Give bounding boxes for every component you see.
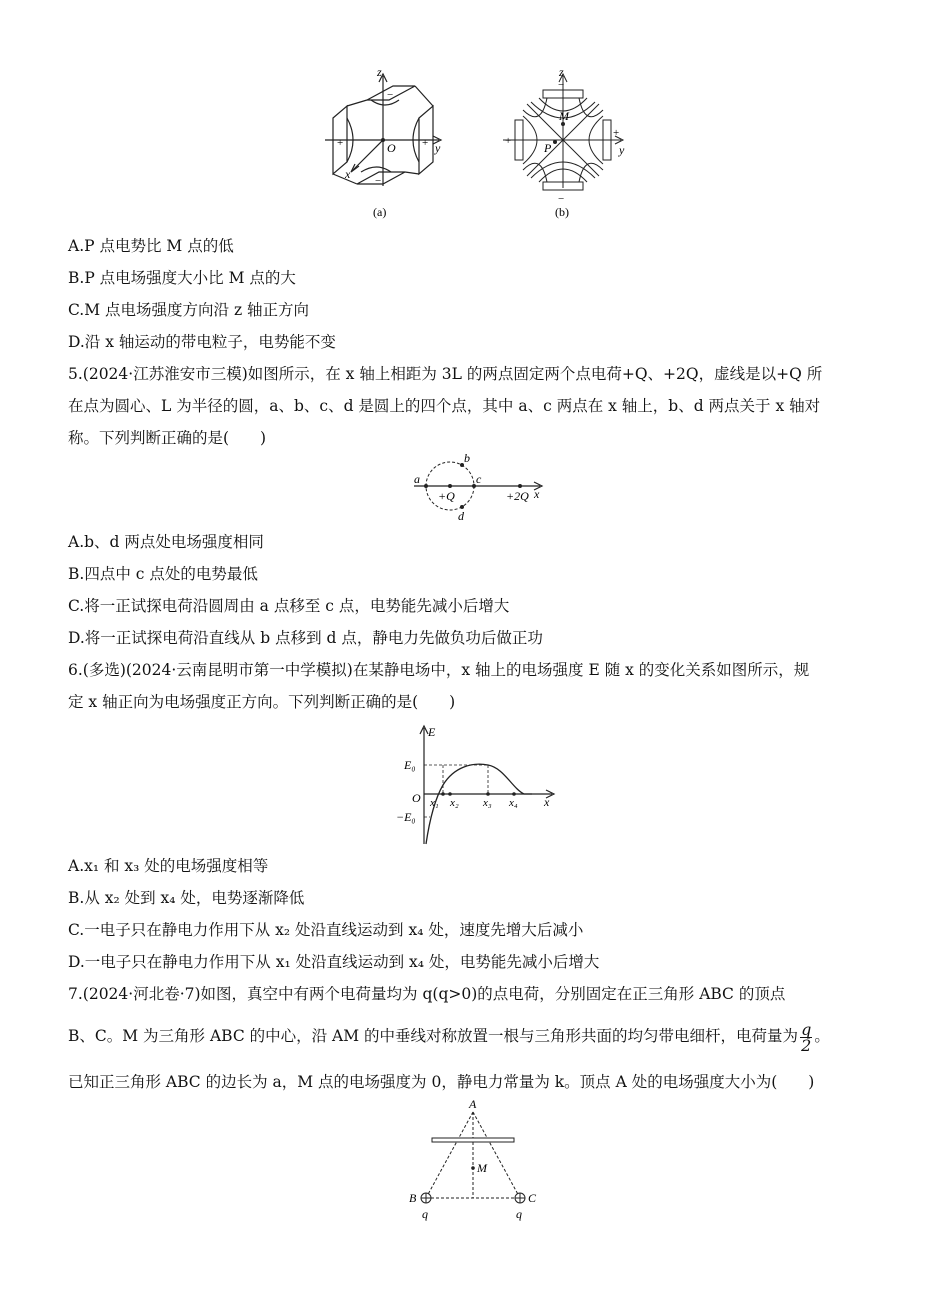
q5-charge-2q xyxy=(518,484,522,488)
q7-label-a: A xyxy=(469,1098,477,1111)
q7-fraction-denominator: 2 xyxy=(801,1035,812,1055)
q7-stem-line-1: 7.(2024·河北卷·7)如图，真空中有两个电荷量均为 q(q>0)的点电荷，分别固定在正三角形 ABC 的顶点 xyxy=(68,985,786,1003)
q6-point-x4 xyxy=(512,792,516,796)
q7-charge-fraction xyxy=(800,1019,812,1055)
q7-charged-rod xyxy=(432,1138,514,1142)
q5-label-2q: +2Q xyxy=(506,489,529,503)
q6-figure xyxy=(392,722,562,846)
fig4-diagram xyxy=(315,66,645,226)
q5-label-b: b xyxy=(464,452,470,465)
q5-label-d: d xyxy=(458,509,464,523)
q7-fraction-numerator: q xyxy=(801,1019,812,1039)
q4-option-a: A.P 点电势比 M 点的低 xyxy=(68,237,234,255)
q6-label-e: E xyxy=(428,725,436,739)
q6-label-x2: x₂ xyxy=(450,797,459,809)
q7-stem-line-2-text: B、C。M 为三角形 ABC 的中心，沿 AM 的中垂线对称放置一根与三角形共面的均匀带电细杆，电荷量为 xyxy=(68,1027,799,1045)
fig4b-m-label: M xyxy=(559,109,569,123)
q6-label-x4: x₄ xyxy=(509,797,518,809)
q7-label-c: C xyxy=(528,1191,537,1205)
q7-stem-line-2 xyxy=(68,1018,830,1054)
q6-point-x1 xyxy=(441,792,445,796)
fig4b-p-label: P xyxy=(544,141,552,155)
fig4b-field-diagram xyxy=(503,74,623,190)
q6-point-x2 xyxy=(448,792,452,796)
fig4a-x-label: x xyxy=(345,167,351,181)
q5-option-c: C.将一正试探电荷沿圆周由 a 点移至 c 点，电势能先减小后增大 xyxy=(68,597,510,615)
q5-stem-line-2: 在点为圆心、L 为半径的圆，a、b、c、d 是圆上的四个点，其中 a、c 两点在 x 轴上，b、d 两点关于 x 轴对 xyxy=(68,397,821,415)
q5-option-b: B.四点中 c 点处的电势最低 xyxy=(68,565,258,583)
q7-side-ab xyxy=(426,1112,473,1198)
q5-option-d: D.将一正试探电荷沿直线从 b 点移到 d 点，静电力先做负功后做正功 xyxy=(68,629,543,647)
q5-option-a: A.b、d 两点处电场强度相同 xyxy=(68,533,264,551)
fig4b-plus-right: + xyxy=(613,127,620,139)
fig4b-y-label: y xyxy=(619,143,625,157)
fig4b-z-label: z xyxy=(559,66,564,79)
fig4a-electrode-diagram xyxy=(325,74,441,186)
q5-charge-q xyxy=(448,484,452,488)
q5-label-c: c xyxy=(476,472,482,486)
q7-label-qb: q xyxy=(422,1207,428,1221)
fig4b-minus-bottom: − xyxy=(558,193,565,205)
fig4a-caption: (a) xyxy=(373,205,387,219)
q4-option-c: C.M 点电场强度方向沿 z 轴正方向 xyxy=(68,301,310,319)
q6-option-a: A.x₁ 和 x₃ 处的电场强度相等 xyxy=(68,857,269,875)
q5-point-a xyxy=(424,484,428,488)
q7-label-qc: q xyxy=(516,1207,522,1221)
q6-label-x1: x₁ xyxy=(430,797,439,809)
fig4b-point-p xyxy=(553,140,557,144)
q5-label-q: +Q xyxy=(438,489,455,503)
q6-label-e0: E₀ xyxy=(404,758,416,772)
q5-label-a: a xyxy=(414,472,420,486)
q7-center-m xyxy=(471,1166,475,1170)
fig4b-minus-top: − xyxy=(558,79,565,91)
q6-point-x3 xyxy=(486,792,490,796)
q7-label-b: B xyxy=(409,1191,417,1205)
q6-option-c: C.一电子只在静电力作用下从 x₂ 处沿直线运动到 x₄ 处，速度先增大后减小 xyxy=(68,921,584,939)
fig4a-minus-bottom: − xyxy=(375,175,382,187)
q6-label-o: O xyxy=(412,791,421,805)
q4-option-b: B.P 点电场强度大小比 M 点的大 xyxy=(68,269,296,287)
q6-stem-line-2: 定 x 轴正向为电场强度正方向。下列判断正确的是( ) xyxy=(68,693,456,711)
fig4a-origin-dot xyxy=(381,138,385,142)
q7-stem-line-3: 已知正三角形 ABC 的边长为 a，M 点的电场强度为 0，静电力常量为 k。顶点 A 处的电场强度大小为( ) xyxy=(68,1073,815,1091)
fig4a-origin-label: O xyxy=(387,141,396,155)
q7-figure xyxy=(402,1098,552,1224)
q7-stem-line-2-end: 。 xyxy=(814,1027,830,1045)
q7-side-ac xyxy=(473,1112,520,1198)
q4-option-d: D.沿 x 轴运动的带电粒子，电势能不变 xyxy=(68,333,336,351)
q5-stem-line-1: 5.(2024·江苏淮安市三模)如图所示，在 x 轴上相距为 3L 的两点固定两个点电荷+Q、+2Q，虚线是以+Q 所 xyxy=(68,365,823,383)
fig4a-plus-right: + xyxy=(422,137,429,149)
q7-label-m: M xyxy=(477,1161,487,1175)
q6-label-x3: x₃ xyxy=(483,797,492,809)
fig4a-z-label: z xyxy=(377,66,382,79)
q6-label-neg-e0: −E₀ xyxy=(396,810,416,824)
fig4b-plus-left: + xyxy=(505,135,512,147)
fig4a-y-label: y xyxy=(435,141,441,155)
q6-option-d: D.一电子只在静电力作用下从 x₁ 处沿直线运动到 x₄ 处，电势能先减小后增大 xyxy=(68,953,600,971)
q6-stem-line-1: 6.(多选)(2024·云南昆明市第一中学模拟)在某静电场中，x 轴上的电场强度 E 随 x 的变化关系如图所示，规 xyxy=(68,661,810,679)
fig4a-minus-top: − xyxy=(387,89,394,101)
fig4b-caption: (b) xyxy=(555,205,569,219)
q5-label-x: x xyxy=(534,487,540,501)
q6-option-b: B.从 x₂ 处到 x₄ 处，电势逐渐降低 xyxy=(68,889,305,907)
q5-figure xyxy=(408,452,558,524)
q5-stem-line-3: 称。下列判断正确的是( ) xyxy=(68,429,267,447)
q6-label-x: x xyxy=(544,795,550,809)
fig4a-plus-left: + xyxy=(337,137,344,149)
